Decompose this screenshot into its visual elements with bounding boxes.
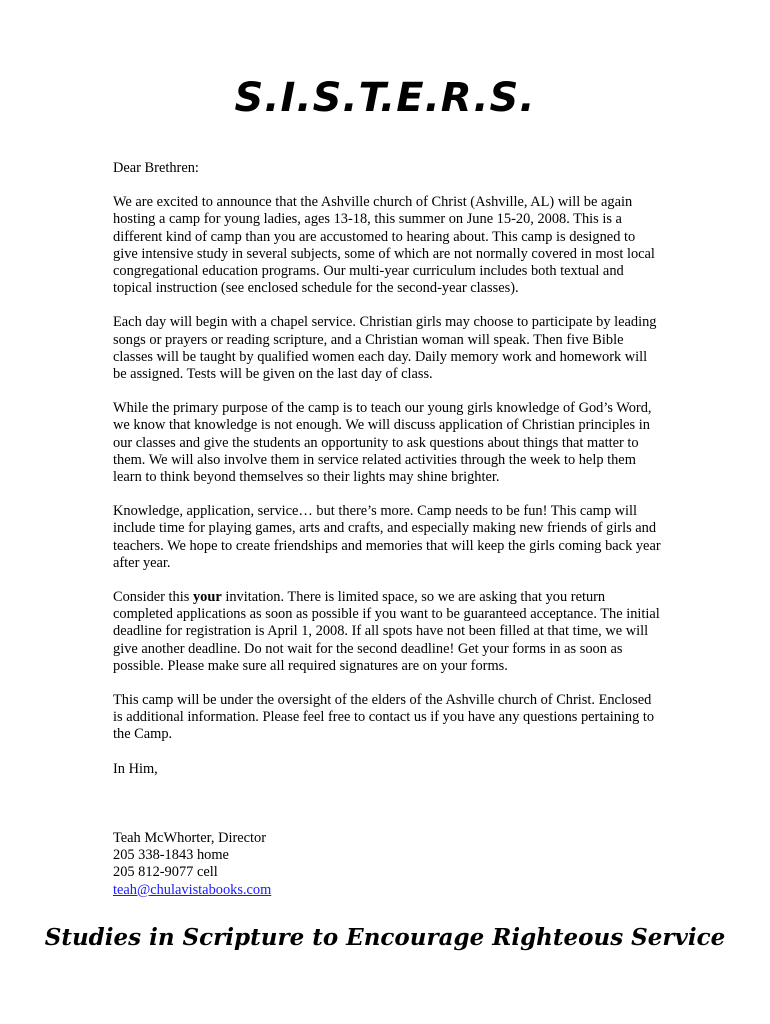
signer-name: Teah McWhorter, Director bbox=[113, 829, 267, 846]
signature-block bbox=[113, 830, 661, 899]
page-title: S.I.S.T.E.R.S. bbox=[234, 75, 536, 121]
paragraph-intro: We are excited to announce that the Ashville church of Christ (Ashville, AL) will be again hosting a camp for young ladies, ages 13-18, this summer on June 15-20, 2008. This is a different kind of camp than you are accustomed to hearing about. This camp is designed to give intensive study in several subjects, some of which are not normally covered in most local congregational education programs. Our multi-year curriculum includes both textual and topical instruction (see enclosed schedule for the second-year classes). bbox=[113, 194, 655, 297]
paragraph-fun: Knowledge, application, service… but there’s more. Camp needs to be fun! This camp will include time for playing games, arts and crafts, and especially making new friends of girls and teachers. We hope to create friendships and memories that will keep the girls coming back year after year. bbox=[113, 503, 661, 571]
invitation-text-end: invitation. There is limited space, so we are asking that you return completed applications as soon as possible if you want to be guaranteed acceptance. The initial deadline for registration is April 1, 2008. If all spots have not been filled at that time, we will give another deadline. Do not wait for the second deadline! Get your forms in as soon as possible. Please make sure all required signatures are on your forms. bbox=[113, 589, 660, 674]
greeting: Dear Brethren: bbox=[113, 160, 199, 176]
paragraph-oversight: This camp will be under the oversight of the elders of the Ashville church of Christ. Enclosed is additional information. Please feel free to contact us if you have any questions pertaining to the Camp. bbox=[113, 692, 655, 743]
letter-body bbox=[113, 160, 661, 899]
paragraph-purpose: While the primary purpose of the camp is to teach our young girls knowledge of God’s Word, we know that knowledge is not enough. We will discuss application of Christian principles in our classes and give the students an opportunity to ask questions about things that matter to them. We will also involve them in service related activities through the week to help them learn to think beyond themselves so their lights may shine brighter. bbox=[113, 400, 652, 486]
paragraph-schedule: Each day will begin with a chapel service. Christian girls may choose to participate by leading songs or prayers or reading scripture, and a Christian woman will speak. Then five Bible classes will be taught by qualified women each day. Daily memory work and homework will be assigned. Tests will be given on the last day of class. bbox=[113, 314, 657, 383]
home-phone: 205 338-1843 home bbox=[113, 847, 229, 864]
closing: In Him, bbox=[113, 760, 158, 777]
invitation-text-start: Consider this bbox=[113, 589, 193, 606]
footer-tagline: Studies in Scripture to Encourage Righteous Service bbox=[44, 924, 726, 951]
paragraph-invitation bbox=[113, 589, 661, 675]
invitation-emphasis: your bbox=[192, 589, 222, 606]
email-link[interactable]: teah@chulavistabooks.com bbox=[113, 881, 272, 898]
cell-phone: 205 812-9077 cell bbox=[113, 864, 218, 881]
